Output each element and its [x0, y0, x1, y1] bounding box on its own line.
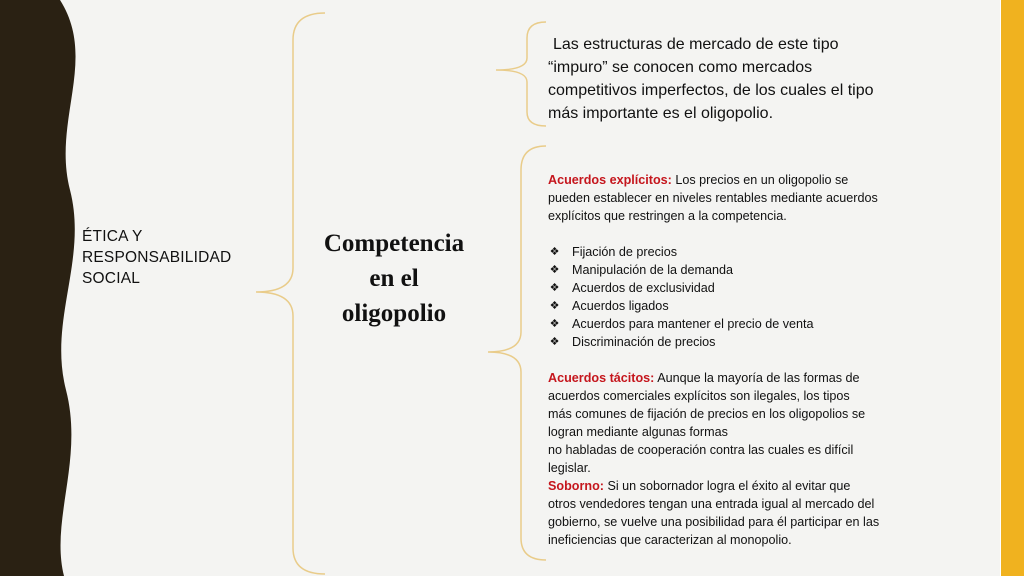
topic-line: oligopolio: [341, 300, 447, 327]
list-item-label: Acuerdos para mantener el precio de venta: [572, 317, 814, 331]
explicit-text: explícitos que restringen a la competencia.: [548, 209, 787, 223]
tacit-text: Aunque la mayoría de las formas de: [657, 371, 860, 385]
intro-line: “impuro” se conocen como mercados: [548, 59, 813, 76]
list-item-label: Acuerdos de exclusividad: [572, 281, 715, 295]
explicit-text: Los precios en un oligopolio se: [675, 173, 849, 187]
diamond-bullet-icon: ❖: [549, 264, 560, 276]
tacit-text: legislar.: [548, 461, 591, 475]
diamond-bullet-icon: ❖: [549, 300, 560, 312]
bribery-text: Si un sobornador logra el éxito al evitar que: [607, 479, 851, 493]
diamond-bullet-icon: ❖: [549, 318, 560, 330]
bribery-text: gobierno, se vuelve una posibilidad para él participar en las: [548, 515, 880, 529]
bracket-topic-details: [488, 146, 546, 560]
explicit-text: pueden establecer en niveles rentables mediante acuerdos: [548, 191, 878, 205]
diamond-bullet-icon: ❖: [549, 282, 560, 294]
list-item-label: Manipulación de la demanda: [572, 263, 734, 277]
intro-line: más importante es el oligopolio.: [548, 105, 774, 122]
details-block: [548, 171, 918, 549]
tacit-text: más comunes de fijación de precios en los oligopolios se: [548, 407, 866, 421]
subject-line: RESPONSABILIDAD: [82, 249, 232, 266]
tacit-text: logran mediante algunas formas: [548, 425, 728, 439]
bribery-term: Soborno:: [548, 479, 604, 493]
explicit-first-line: [548, 171, 918, 189]
list-item: [548, 333, 918, 351]
intro-paragraph: [548, 33, 918, 125]
list-item-label: Discriminación de precios: [572, 335, 716, 349]
tacit-first-line: [548, 369, 918, 387]
list-item: [548, 261, 918, 279]
bribery-text: otros vendedores tengan una entrada igual al mercado del: [548, 497, 875, 511]
topic-line: Competencia: [323, 230, 465, 257]
bribery-first-line: [548, 477, 918, 495]
subject-line: SOCIAL: [82, 270, 141, 287]
list-item: [548, 279, 918, 297]
accent-stripe: [1001, 0, 1024, 576]
tacit-text: no habladas de cooperación contra las cuales es difícil: [548, 443, 854, 457]
dark-wave-shape: [0, 0, 76, 576]
subject-line: ÉTICA Y: [82, 228, 143, 245]
list-item: [548, 297, 918, 315]
list-item-label: Fijación de precios: [572, 245, 677, 259]
explicit-term: Acuerdos explícitos:: [548, 173, 672, 187]
bribery-section: [548, 477, 918, 549]
bracket-topic-intro: [496, 22, 546, 126]
tacit-section: [548, 369, 918, 477]
bribery-text: ineficiencias que caracterizan al monopolio.: [548, 533, 792, 547]
diamond-bullet-icon: ❖: [549, 336, 560, 348]
spacer: [548, 351, 918, 369]
topic-title: [300, 226, 488, 331]
diamond-bullet-icon: ❖: [549, 246, 560, 258]
spacer: [548, 225, 918, 243]
intro-line: Las estructuras de mercado de este tipo: [553, 36, 839, 53]
list-item: [548, 315, 918, 333]
tacit-text: acuerdos comerciales explícitos son ilegales, los tipos: [548, 389, 850, 403]
intro-line: competitivos imperfectos, de los cuales el tipo: [548, 82, 874, 99]
topic-line: en el: [369, 265, 419, 292]
tacit-term: Acuerdos tácitos:: [548, 371, 655, 385]
practices-list: [548, 243, 918, 351]
subject-label: [82, 226, 262, 289]
explicit-section: [548, 171, 918, 225]
list-item-label: Acuerdos ligados: [572, 299, 669, 313]
list-item: [548, 243, 918, 261]
